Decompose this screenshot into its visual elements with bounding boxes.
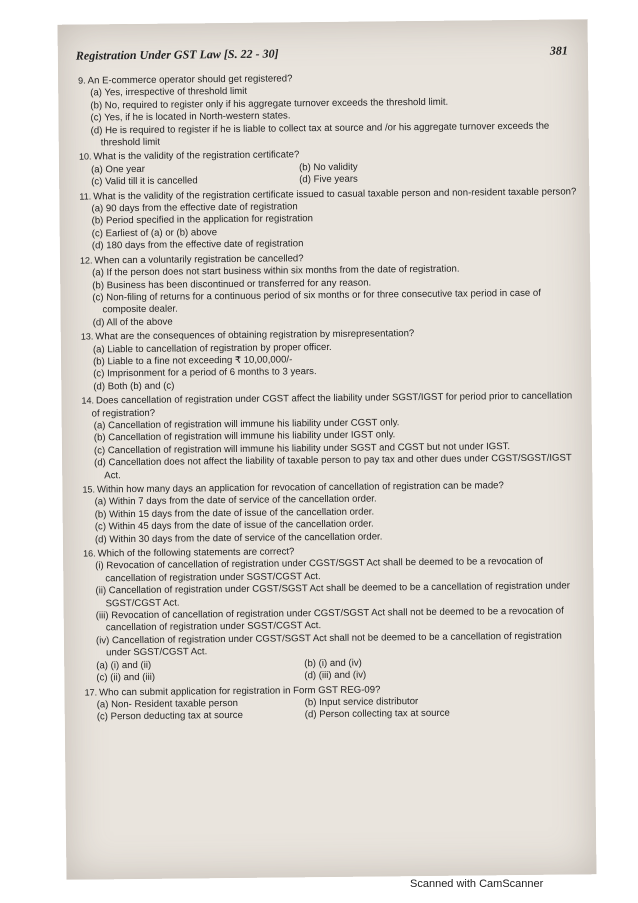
answer-option: (d) 180 days from the effective date of registration: [91, 238, 304, 252]
answer-option: (b) Liable to a fine not exceeding ₹ 10,00,000/-: [93, 354, 293, 368]
answer-option: (a) Liable to cancellation of registration by proper officer.: [92, 341, 332, 355]
answer-option: (c) Valid till it is cancelled: [91, 175, 198, 188]
answer-option: (b) No validity: [298, 161, 358, 174]
answer-option: (a) 90 days from the effective date of registration: [91, 201, 298, 215]
answer-option: (c) Non-filing of returns for a continuous period of six months or for three consecutive tax period in case of composite dealer.: [92, 287, 541, 316]
answer-option: (b) Cancellation of registration will immune his liability under IGST only.: [93, 429, 396, 444]
answer-option: (c) Imprisonment for a period of 6 months to 3 years.: [93, 366, 317, 380]
question-number: 12.: [79, 255, 93, 266]
answer-option: (b) Input service distributor: [304, 695, 419, 709]
question-item: [79, 185, 580, 253]
question-number: 13.: [80, 331, 94, 342]
page-header: [76, 43, 574, 68]
question-item: [82, 478, 583, 546]
question-stem: What is the validity of the registration certificate?: [93, 149, 300, 163]
answer-option: (d) All of the above: [92, 316, 173, 329]
answer-option: (a) Within 7 days from the date of service of the cancellation order.: [94, 493, 377, 508]
answer-option: (d) Five years: [299, 173, 358, 186]
question-item: [79, 146, 579, 189]
answer-option: (c) Cancellation of registration will immune his liability under SGST and CGST but not under IGST.: [93, 440, 511, 457]
answer-option: (a) One year: [91, 163, 145, 176]
answer-option: (c) Person deducting tax at source: [96, 710, 243, 723]
question-item: [80, 249, 581, 330]
question-item: [78, 69, 579, 150]
answer-option: (c) (ii) and (iii): [96, 671, 156, 684]
question-stem: Does cancellation of registration under CGST affect the liability under SGST/IGST for period prior to cancellation of registration?: [91, 390, 573, 420]
question-stem: Within how many days an application for revocation of cancellation of registration can be made?: [96, 480, 504, 496]
question-stem: Which of the following statements are correct?: [97, 546, 295, 560]
answer-option: (c) Earliest of (a) or (b) above: [91, 227, 218, 240]
question-item: [81, 325, 582, 393]
answer-option: (b) Business has been discontinued or transferred for any reason.: [92, 277, 372, 291]
question-number: 14.: [81, 395, 95, 406]
answer-option: (c) Within 45 days from the date of issue of the cancellation order.: [94, 518, 374, 533]
answer-option: (d) (iii) and (iv): [304, 669, 367, 682]
answer-option: (d) Cancellation does not affect the liability of taxable person to pay tax and other dues under CGST/SGST/IGST Act.: [94, 452, 572, 481]
answer-option: (b) Within 15 days from the date of issue of the cancellation order.: [94, 506, 375, 521]
answer-option: (b) Period specified in the application for registration: [91, 213, 313, 227]
answer-option: (iv) Cancellation of registration under CGST/SGST Act shall not be deemed to be a cancellation of registration under SGST/CGST Act.: [95, 630, 562, 659]
answer-option: (d) Within 30 days from the date of service of the cancellation order.: [94, 531, 383, 546]
question-item: [83, 542, 584, 685]
header-title: Registration Under GST Law [S. 22 - 30]: [75, 46, 279, 63]
answer-option: (b) No, required to register only if his aggregate turnover exceeds the threshold limit.: [90, 96, 449, 112]
answer-option: (a) If the person does not start business within six months from the date of registration.: [92, 263, 460, 279]
question-stem: What is the validity of the registration certificate issued to casual taxable person and non-resident taxable person?: [93, 186, 577, 203]
question-number: 16.: [83, 548, 96, 559]
answer-option: (a) Non- Resident taxable person: [96, 697, 239, 711]
answer-option: (i) Revocation of cancellation of registration under CGST/SGST Act shall be deemed to be a revocation of cancellation of registration under SGST/CGST Act.: [95, 556, 544, 585]
answer-option: (d) Person collecting tax at source: [304, 708, 450, 721]
answer-option: (a) (i) and (ii): [96, 659, 152, 672]
question-stem: An E-commerce operator should get registered?: [87, 73, 293, 87]
question-number: 17.: [84, 686, 98, 698]
question-stem: What are the consequences of obtaining registration by misrepresentation?: [95, 328, 415, 343]
question-stem: Who can submit application for registration in Form GST REG-09?: [98, 683, 381, 698]
answer-option: (d) He is required to register if he is liable to collect tax at source and /or his aggregate turnover exceeds the threshold limit: [90, 120, 550, 149]
question-item: [81, 389, 582, 482]
scanned-page: [58, 19, 597, 880]
answer-option: (d) Both (b) and (c): [93, 380, 175, 393]
question-item: [84, 681, 584, 724]
answer-option: (a) Yes, irrespective of threshold limit: [90, 86, 248, 99]
answer-option: (c) Yes, if he is located in North-western states.: [90, 110, 291, 124]
answer-option: (iii) Revocation of cancellation of registration under CGST/SGST Act shall not be deemed to be a revocation of cancellation of registration under SGST/CGST Act.: [95, 605, 564, 634]
answer-option: (ii) Cancellation of registration under CGST/SGST Act shall be deemed to be a cancellation of registration under SGST/CGST Act.: [95, 580, 570, 609]
question-list: [78, 69, 585, 725]
answer-option: (a) Cancellation of registration will immune his liability under CGST only.: [93, 417, 400, 432]
answer-option: (b) (i) and (iv): [304, 657, 362, 669]
question-number: 9.: [78, 75, 86, 86]
question-stem: When can a voluntarily registration be cancelled?: [94, 252, 304, 267]
question-number: 10.: [78, 151, 92, 163]
question-number: 11.: [79, 191, 92, 202]
question-number: 15.: [82, 484, 95, 495]
scanner-watermark: Scanned with CamScanner: [410, 878, 544, 890]
page-number: 381: [549, 43, 568, 58]
